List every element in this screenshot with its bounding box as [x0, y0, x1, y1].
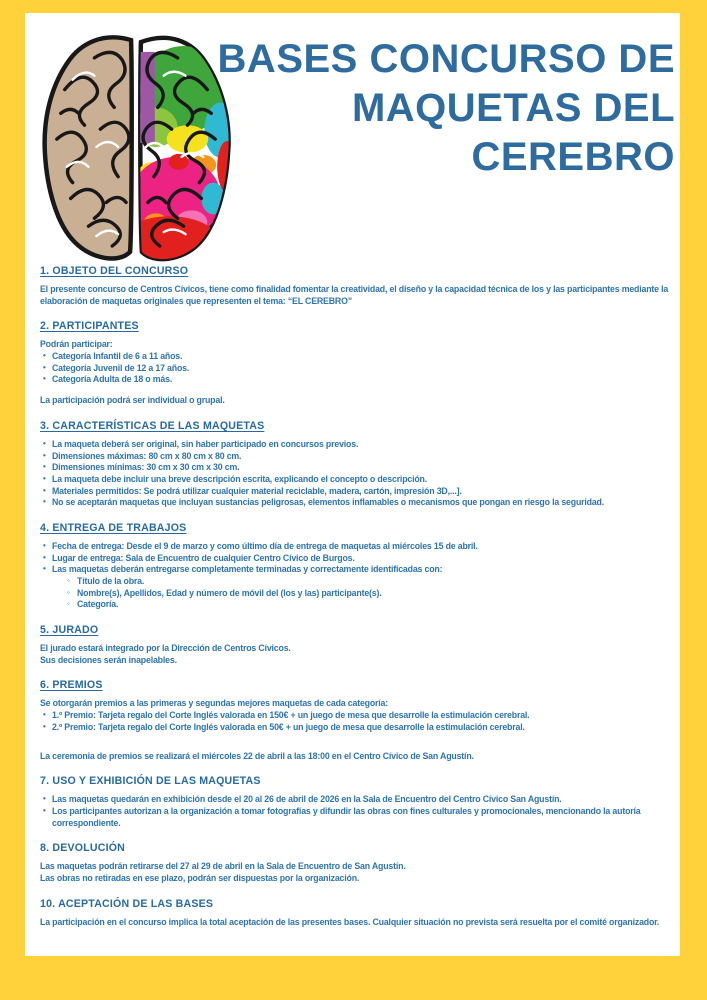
section-paragraph: Sus decisiones serán inapelables.: [40, 654, 177, 665]
section-heading: 6. PREMIOS: [40, 679, 103, 692]
sub-bullet-item: ◦ Categoría.: [66, 599, 673, 611]
bullet-item: • No se aceptarán maquetas que incluyan sustancias peligrosas, elementos inflamables o mecanismos que pongan en riesgo la seguridad.: [40, 497, 673, 509]
poster-title: [215, 35, 675, 181]
section-participantes: [40, 320, 673, 406]
bullet-item: • Las maquetas quedarán en exhibición desde el 20 al 26 de abril de 2026 en la Sala de Encuentro del Centro Cívico San Agustín.: [40, 794, 673, 806]
bullet-list: [40, 710, 673, 733]
section-aceptacion: [40, 898, 673, 929]
poster-title-line: BASES CONCURSO DE: [217, 37, 675, 81]
bullet-item: • Categoría Adulta de 18 o más.: [40, 374, 673, 386]
section-heading: 8. DEVOLUCIÓN: [40, 842, 126, 855]
poster-sheet: [25, 13, 680, 956]
section-paragraph: El jurado estará integrado por la Dirección de Centros Cívicos.: [40, 643, 291, 654]
section-heading: 5. JURADO: [40, 624, 99, 637]
section-caracteristicas: [40, 420, 673, 509]
section-heading: 7. USO Y EXHIBICIÓN DE LAS MAQUETAS: [40, 775, 261, 788]
bullet-item: • La maqueta deberá ser original, sin haber participado en concursos previos.: [40, 439, 673, 451]
brain-illustration: [37, 25, 235, 269]
section-devolucion: [40, 842, 673, 884]
bullet-item: • Categoría Infantil de 6 a 11 años.: [40, 351, 673, 363]
section-paragraph: Las obras no retiradas en ese plazo, podrán ser dispuestas por la organización.: [40, 872, 360, 883]
section-premios: [40, 679, 673, 762]
section-outro: La participación podrá ser individual o grupal.: [40, 395, 225, 406]
bullet-item: • 2.º Premio: Tarjeta regalo del Corte Inglés valorada en 50€ + un juego de mesa que desarrolle la estimulación cerebral.: [40, 722, 673, 734]
section-paragraph: La participación en el concurso implica la total aceptación de las presentes bases. Cualquier situación no prevista será resuelta por el comité organizador.: [40, 916, 660, 927]
bullet-item: • Categoría Juvenil de 12 a 17 años.: [40, 363, 673, 375]
section-entrega: [40, 522, 673, 611]
section-paragraph: El presente concurso de Centros Cívicos, tiene como finalidad fomentar la creatividad, el diseño y la capacidad técnica de los y las participantes mediante la elaboración de maquetas originales que representen el tema: “EL CEREBRO”: [40, 284, 669, 306]
bullet-item: • Materiales permitidos: Se podrá utilizar cualquier material reciclable, madera, cartón, impresión 3D,...].: [40, 486, 673, 498]
section-heading: 2. PARTICIPANTES: [40, 320, 139, 333]
section-heading: 10. ACEPTACIÓN DE LAS BASES: [40, 897, 214, 910]
bullet-list: [40, 351, 673, 386]
section-heading: 1. OBJETO DEL CONCURSO: [40, 265, 189, 277]
bullet-item: • Los participantes autorizan a la organización a tomar fotografías y difundir las obras con fines culturales y promocionales, mencionando la autoría correspondiente.: [40, 806, 673, 829]
sub-bullet-list: [66, 576, 673, 611]
sub-bullet-item: ◦ Nombre(s), Apellidos, Edad y número de móvil del (los y las) participante(s).: [66, 588, 673, 600]
bullet-item: • Dimensiones máximas: 80 cm x 80 cm x 80 cm.: [40, 451, 673, 463]
bullet-item: [40, 564, 673, 611]
section-paragraph: Las maquetas podrán retirarse del 27 al 29 de abril en la Sala de Encuentro de San Agustín.: [40, 861, 406, 872]
bullet-item: • La maqueta debe incluir una breve descripción escrita, explicando el concepto o descripción.: [40, 474, 673, 486]
bullet-list: [40, 794, 673, 829]
section-heading: 3. CARACTERÍSTICAS DE LAS MAQUETAS: [40, 419, 265, 432]
bullet-item: • 1.º Premio: Tarjeta regalo del Corte Inglés valorada en 150€ + un juego de mesa que desarrolle la estimulación cerebral.: [40, 710, 673, 722]
section-intro: Se otorgarán premios a las primeras y segundas mejores maquetas de cada categoría:: [40, 698, 389, 709]
sub-bullet-item: ◦ Título de la obra.: [66, 576, 673, 588]
section-intro: Podrán participar:: [40, 339, 113, 350]
poster-title-line: CEREBRO: [471, 134, 675, 179]
bullet-item: • Fecha de entrega: Desde el 9 de marzo y como último día de entrega de maquetas al miércoles 15 de abril.: [40, 541, 673, 553]
ceremony-note: La ceremonia de premios se realizará el miércoles 22 de abril a las 18:00 en el Centro Cívico de San Agustín.: [40, 750, 474, 761]
section-heading: 4. ENTREGA DE TRABAJOS: [40, 521, 187, 534]
section-objeto: [40, 265, 673, 307]
bullet-list: [40, 439, 673, 509]
section-jurado: [40, 624, 673, 666]
bullet-item: • Lugar de entrega: Sala de Encuentro de cualquier Centro Cívico de Burgos.: [40, 553, 673, 565]
section-uso-exhibicion: [40, 775, 673, 829]
bullet-list: [40, 541, 673, 611]
rules-content: [40, 265, 673, 941]
bullet-text: Las maquetas deberán entregarse completamente terminadas y correctamente identificadas con:: [52, 564, 443, 575]
poster-title-line: MAQUETAS DEL: [351, 85, 675, 130]
bullet-item: • Dimensiones mínimas: 30 cm x 30 cm x 30 cm.: [40, 462, 673, 474]
